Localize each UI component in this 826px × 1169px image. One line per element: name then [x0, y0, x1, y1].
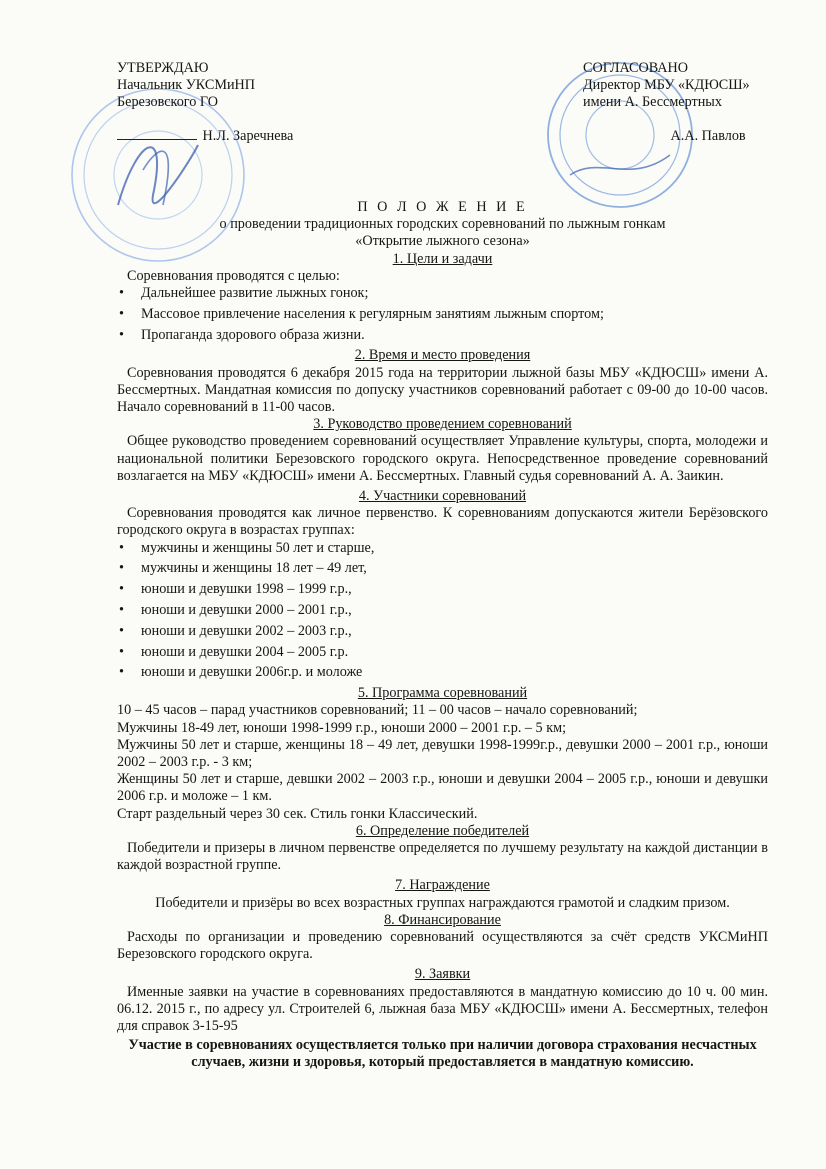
- section-8-text: Расходы по организации и проведению соревнований осуществляются за счёт средств УКСМиНП Березовского городского округа.: [117, 929, 768, 963]
- doc-title: П О Л О Ж Е Н И Е: [357, 199, 528, 215]
- agree-block: [583, 60, 750, 145]
- section-3-text: Общее руководство проведением соревнований осуществляет Управление культуры, спорта, молодежи и национальной политики Березовского городского округа. Непосредственное проведение соревнований возлагается на МБУ «КДЮСШ» имени А. Бессмертных. Главный судья соревнований А. А. Заикин.: [117, 433, 768, 484]
- section-4-heading: 4. Участники соревнований: [358, 488, 527, 505]
- section-9-text: Именные заявки на участие в соревнованиях предоставляются в мандатную комиссию до 10 ч. 00 мин. 06.12. 2015 г., по адресу ул. Строителей 6, лыжная база МБУ «КДЮСШ» имени А. Бессмертных, телефон для справок 3-15-95: [117, 983, 768, 1035]
- list-item: • мужчины и женщины 50 лет и старше,: [117, 540, 768, 557]
- agree-title: СОГЛАСОВАНО: [583, 60, 689, 76]
- section-2-heading: 2. Время и место проведения: [354, 347, 531, 364]
- list-item: • Пропаганда здорового образа жизни.: [117, 327, 768, 344]
- list-item: • Дальнейшее развитие лыжных гонок;: [117, 285, 768, 302]
- agree-org: имени А. Бессмертных: [583, 94, 722, 110]
- program-line: Старт раздельный через 30 сек. Стиль гонки Классический.: [117, 805, 478, 822]
- section-7-heading: 7. Награждение: [395, 877, 490, 894]
- list-item: • юноши и девушки 2000 – 2001 г.р.,: [117, 602, 768, 619]
- section-8-heading: 8. Финансирование: [384, 911, 501, 928]
- approve-block: [117, 60, 293, 145]
- doc-subtitle-1: о проведении традиционных городских соревнований по лыжным гонкам: [219, 216, 666, 233]
- approve-signature-line: [117, 139, 197, 140]
- list-item: • юноши и девушки 2002 – 2003 г.р.,: [117, 623, 768, 640]
- approve-org: Березовского ГО: [117, 94, 219, 110]
- section-1-intro: Соревнования проводятся с целью:: [127, 267, 340, 284]
- list-item: • юноши и девушки 2004 – 2005 г.р.: [117, 644, 768, 661]
- section-2-text: Соревнования проводятся 6 декабря 2015 года на территории лыжной базы МБУ «КДЮСШ» имени А. Бессмертных. Мандатная комиссия по допуску участников соревнований работает с 09-00 до 10-00 часов. Начало соревнований в 11-00 часов.: [117, 364, 768, 416]
- section-9-heading: 9. Заявки: [414, 966, 471, 983]
- program-line: Женщины 50 лет и старше, девшки 2002 – 2003 г.р., юноши и девушки 2004 – 2005 г.р., юноши и девушки 2006 г.р. и моложе – 1 км.: [117, 771, 768, 805]
- program-line: Мужчины 50 лет и старше, женщины 18 – 49 лет, девушки 1998-1999г.р., девушки 2000 – 2001 г.р., юноши 2002 – 2003 г.р. - 3 км;: [117, 736, 768, 771]
- section-6-heading: 6. Определение победителей: [355, 822, 530, 839]
- program-line: Мужчины 18-49 лет, юноши 1998-1999 г.р., юноши 2000 – 2001 г.р. – 5 км;: [117, 719, 567, 736]
- insurance-warning: Участие в соревнованиях осуществляется только при наличии договора страхования несчастных случаев, жизни и здоровья, который предоставляется в мандатную комиссию.: [128, 1037, 757, 1071]
- agree-name: А.А. Павлов: [670, 128, 746, 144]
- section-4-text: Соревнования проводятся как личное первенство. К соревнованиям допускаются жители Берёзовского городского округа в возрастах группах:: [117, 505, 768, 539]
- groups-list: [117, 540, 768, 682]
- section-1-heading: 1. Цели и задачи: [392, 250, 493, 267]
- agree-position: Директор МБУ «КДЮСШ»: [583, 77, 750, 93]
- doc-subtitle-2: «Открытие лыжного сезона»: [355, 233, 530, 250]
- section-6-text: Победители и призеры в личном первенстве определяется по лучшему результату на каждой дистанции в каждой возрастной группе.: [117, 840, 768, 874]
- section-3-heading: 3. Руководство проведением соревнований: [313, 416, 572, 433]
- section-7-text: Победители и призёры во всех возрастных группах награждаются грамотой и сладким призом.: [155, 894, 730, 911]
- list-item: • Массовое привлечение населения к регулярным занятиям лыжным спортом;: [117, 306, 768, 323]
- approve-position: Начальник УКСМиНП: [117, 77, 256, 93]
- list-item: • юноши и девушки 2006г.р. и моложе: [117, 664, 768, 681]
- section-5-heading: 5. Программа соревнований: [357, 685, 528, 702]
- approve-title: УТВЕРЖДАЮ: [117, 60, 209, 76]
- list-item: • мужчины и женщины 18 лет – 49 лет,: [117, 560, 768, 577]
- document-body: [117, 199, 768, 1071]
- program-line: 10 – 45 часов – парад участников соревнований; 11 – 00 часов – начало соревнований;: [117, 702, 638, 719]
- goals-list: [117, 285, 768, 344]
- approve-name: Н.Л. Заречнева: [202, 128, 294, 144]
- list-item: • юноши и девушки 1998 – 1999 г.р.,: [117, 581, 768, 598]
